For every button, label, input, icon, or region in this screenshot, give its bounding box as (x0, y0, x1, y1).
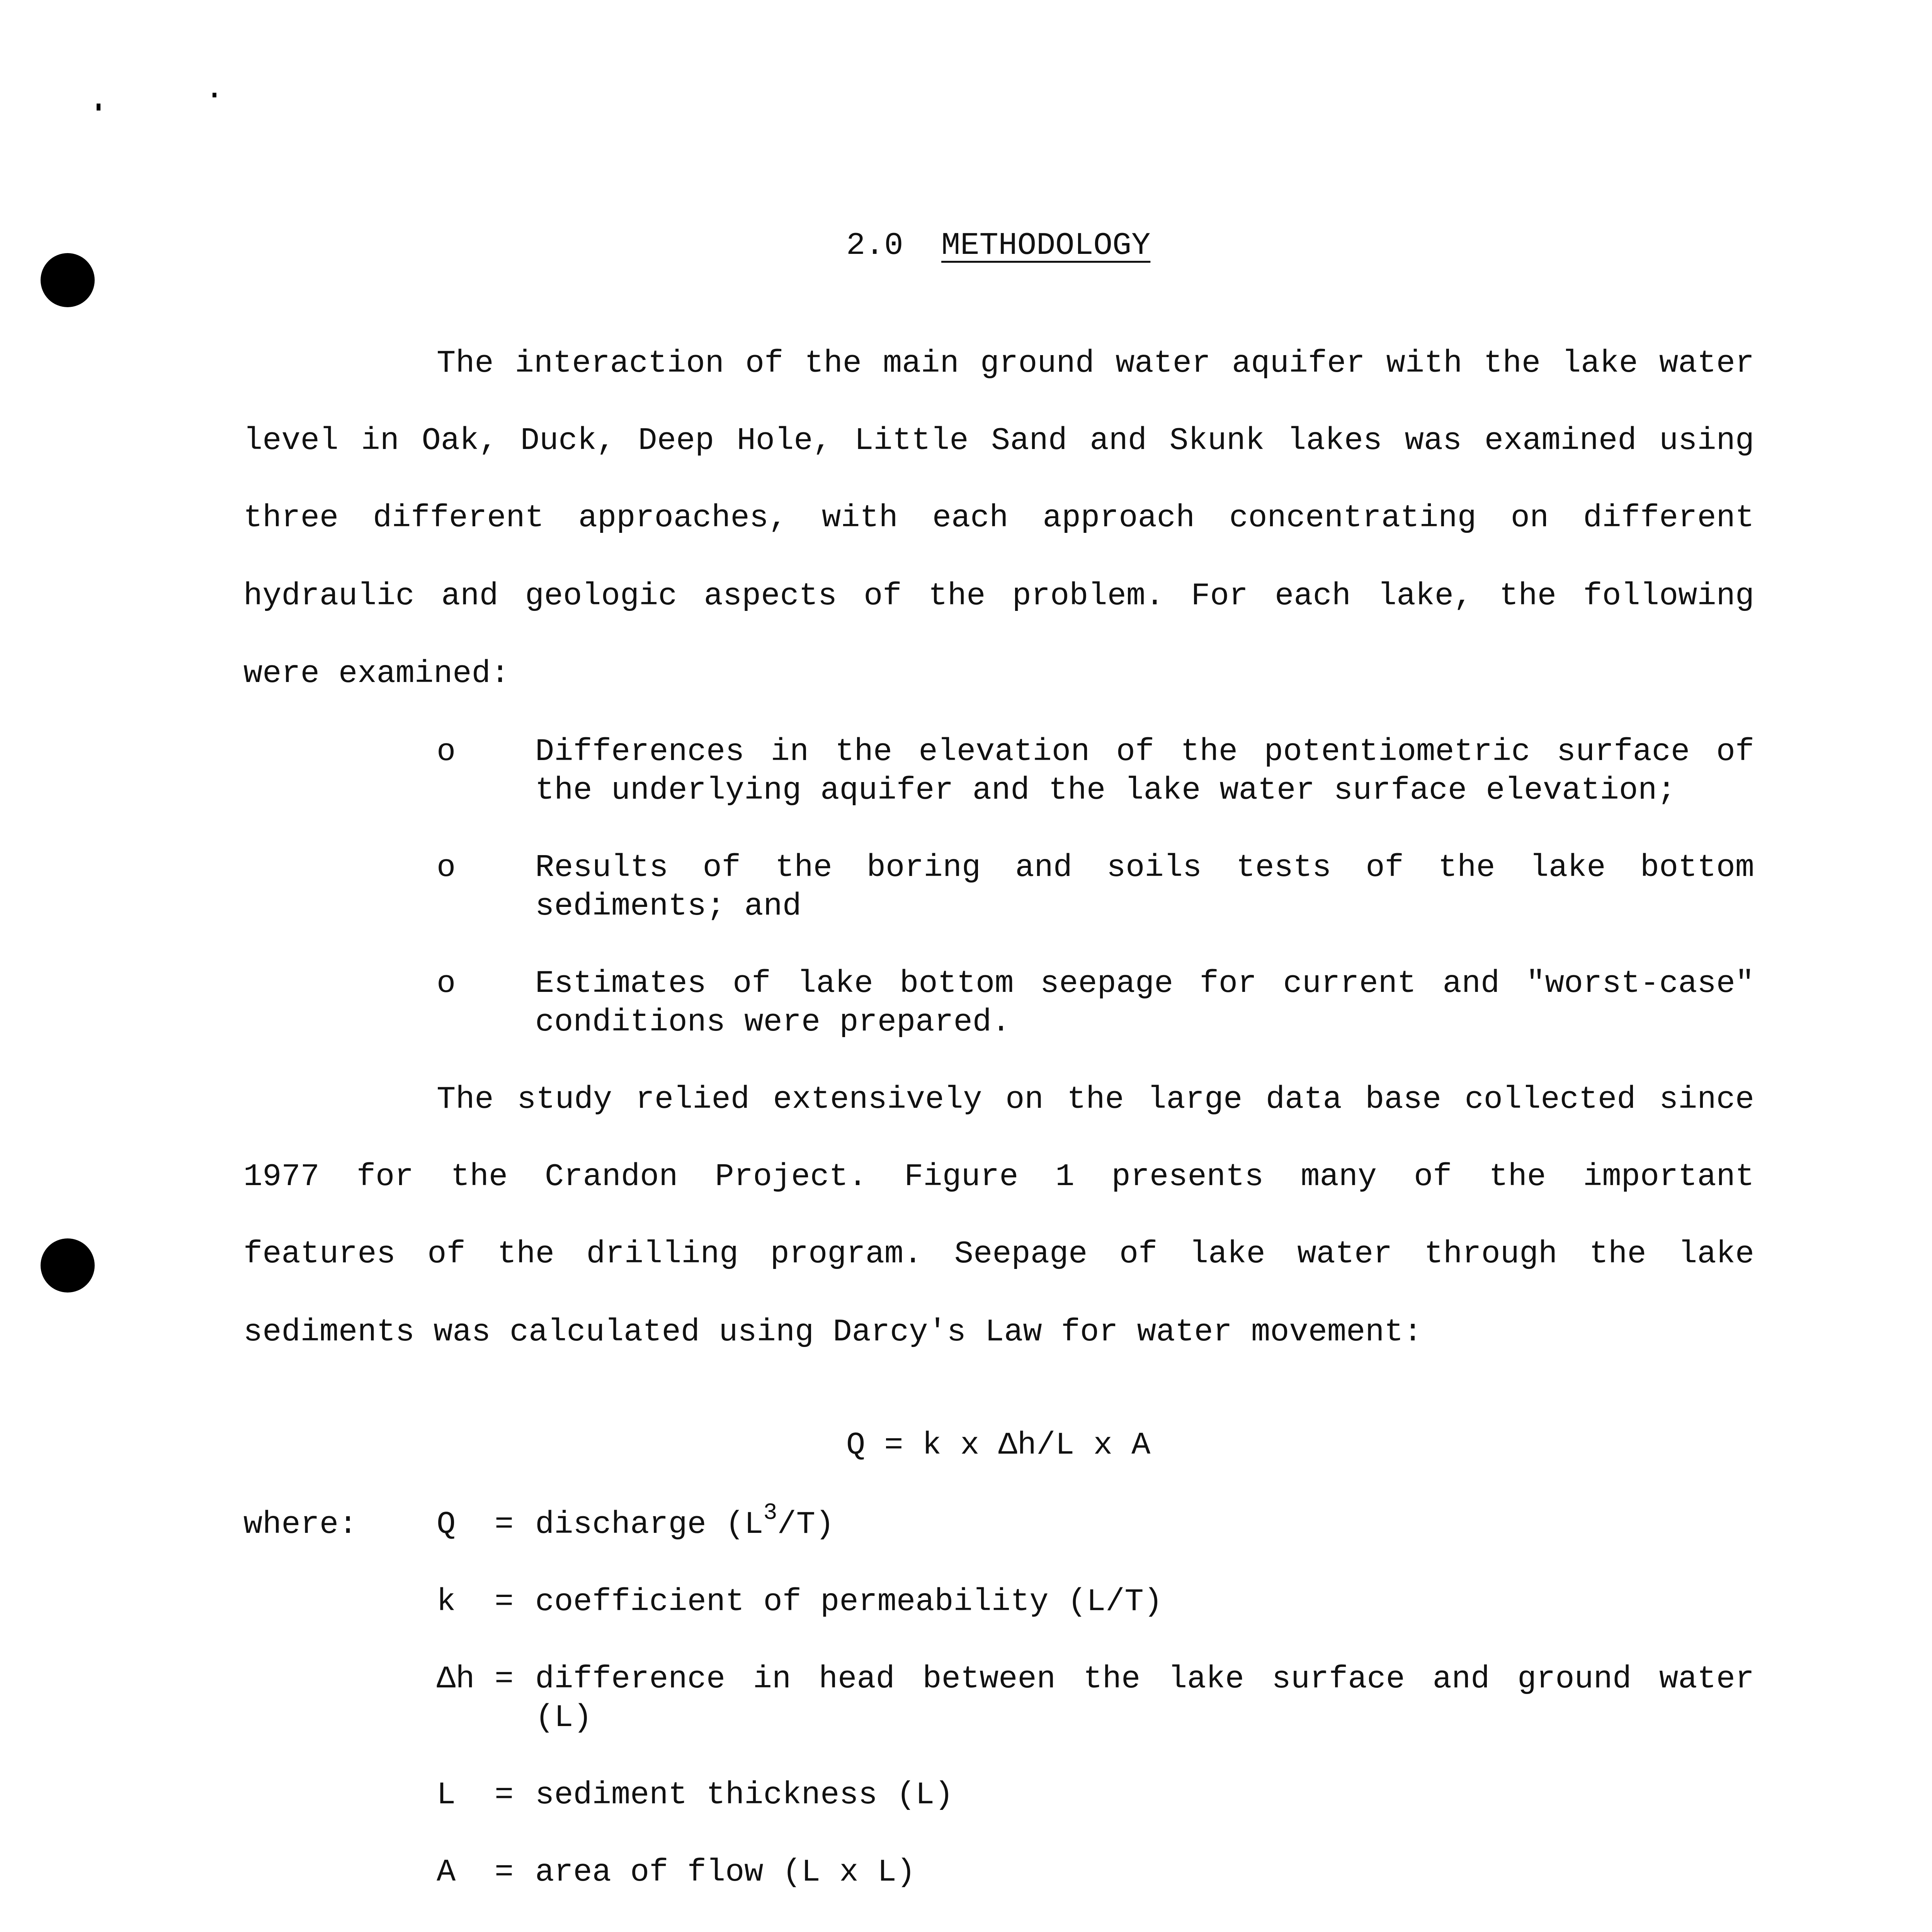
definition-equals: = (495, 1777, 514, 1813)
definition-text (535, 1500, 835, 1543)
bullet-marker: o (437, 850, 456, 886)
paragraph-1-line: were examined: (243, 656, 510, 692)
definition-equals: = (495, 1507, 514, 1543)
definition-symbol: L (437, 1777, 456, 1813)
paragraph-1-line: level in Oak, Duck, Deep Hole, Little Sand and Skunk lakes was examined using (243, 423, 1754, 459)
section-number: 2.0 (846, 228, 903, 264)
bullet-marker: o (437, 966, 456, 1002)
paragraph-2-line: The study relied extensively on the large data base collected since (437, 1082, 1754, 1117)
bullet-marker: o (437, 734, 456, 770)
paragraph-1-line: hydraulic and geologic aspects of the problem. For each lake, the following (243, 578, 1754, 614)
definition-equals: = (495, 1854, 514, 1890)
definition-text-main: discharge (L (535, 1507, 764, 1543)
paragraph-1-line: The interaction of the main ground water aquifer with the lake water (437, 345, 1754, 381)
definition-equals: = (495, 1661, 514, 1697)
bullet-2-line: sediments; and (535, 888, 801, 924)
paragraph-2-line: 1977 for the Crandon Project. Figure 1 presents many of the important (243, 1159, 1754, 1195)
definition-symbol: k (437, 1584, 456, 1620)
definition-equals: = (495, 1584, 514, 1620)
definition-symbol: Q (437, 1507, 456, 1543)
punch-hole-top (41, 253, 95, 307)
definition-text: sediment thickness (L) (535, 1777, 954, 1813)
section-heading (846, 230, 1150, 262)
definition-text: coefficient of permeability (L/T) (535, 1584, 1163, 1620)
definition-text-tail: /T) (777, 1507, 835, 1543)
bullet-1-line: Differences in the elevation of the potentiometric surface of (535, 734, 1754, 770)
paragraph-2-line: features of the drilling program. Seepage of lake water through the lake (243, 1236, 1754, 1272)
scan-speck (97, 104, 100, 111)
bullet-2-line: Results of the boring and soils tests of the lake bottom (535, 850, 1754, 886)
definition-symbol: Δh (437, 1661, 475, 1697)
section-title: METHODOLOGY (941, 228, 1151, 264)
darcy-equation: Q = k x Δh/L x A (846, 1427, 1151, 1463)
definition-superscript: 3 (763, 1500, 777, 1526)
punch-hole-middle (41, 1238, 95, 1293)
paragraph-1-line: three different approaches, with each approach concentrating on different (243, 500, 1754, 536)
definition-text-continued: (L) (535, 1700, 592, 1736)
definition-symbol: A (437, 1854, 456, 1890)
bullet-1-line: the underlying aquifer and the lake water surface elevation; (535, 772, 1676, 808)
scan-speck (213, 93, 216, 97)
paragraph-2-line: sediments was calculated using Darcy's Law for water movement: (243, 1314, 1422, 1350)
definition-text: difference in head between the lake surface and ground water (535, 1661, 1754, 1697)
bullet-3-line: Estimates of lake bottom seepage for current and "worst-case" (535, 966, 1754, 1002)
bullet-3-line: conditions were prepared. (535, 1004, 1011, 1040)
definition-text: area of flow (L x L) (535, 1854, 916, 1890)
where-label: where: (243, 1507, 358, 1543)
